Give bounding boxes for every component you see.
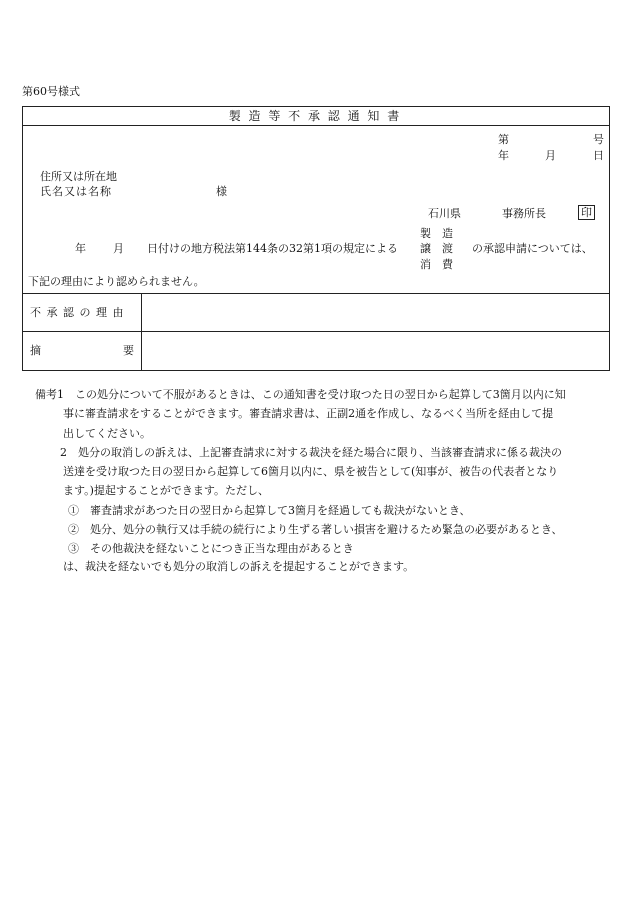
document-title: 製 造 等 不 承 認 通 知 書 — [228, 109, 402, 123]
note-2-item-2: ② 処分、処分の執行又は手続の続行により生ずる著しい損害を避けるため緊急の必要があるとき、 — [68, 523, 563, 536]
address-label: 住所又は所在地 — [40, 170, 117, 183]
note-2-item-1: ① 審査請求があつた日の翌日から起算して3箇月を経過しても裁決がないとき、 — [68, 504, 471, 517]
number-prefix: 第 — [498, 133, 509, 146]
note-2-closing: は、裁決を経ないでも処分の取消しの訴えを提起することができます。 — [63, 560, 415, 573]
body-year: 年 — [75, 242, 86, 255]
date-day: 日 — [593, 149, 604, 162]
issuer-office-chief: 事務所長 — [502, 207, 546, 220]
summary-label-right: 要 — [123, 344, 134, 357]
honorific: 様 — [216, 185, 227, 198]
label-column-divider — [141, 293, 142, 370]
issuer-prefecture: 石川県 — [428, 207, 461, 220]
row-divider — [22, 331, 610, 332]
date-month: 月 — [545, 149, 556, 162]
seal-box: 印 — [578, 205, 595, 220]
table-bottom-border — [22, 370, 610, 371]
note-1-line-3: 出してください。 — [63, 427, 151, 440]
note-2-item-3: ③ その他裁決を経ないことにつき正当な理由があるとき — [68, 542, 354, 555]
title-divider — [22, 125, 610, 126]
note-2-line-2: 送達を受け取つた日の翌日から起算して6箇月以内に、県を被告として(知事が、被告の代表者となり — [63, 465, 559, 478]
option-manufacture: 製 造 — [420, 227, 453, 240]
name-label: 氏名又は名称 — [40, 185, 112, 198]
body-month: 月 — [113, 242, 124, 255]
note-1-line-1: 備考1 この処分について不服があるときは、この通知書を受け取つた日の翌日から起算して3箇月以内に知 — [35, 388, 566, 401]
summary-label-left: 摘 — [30, 344, 41, 357]
note-2-line-3: ます。)提起することができます。ただし、 — [63, 484, 270, 497]
date-year: 年 — [498, 149, 509, 162]
body-law-text: 日付けの地方税法第144条の32第1項の規定による — [147, 242, 398, 255]
note-2-line-1: 2 処分の取消しの訴えは、上記審査請求に対する裁決を経た場合に限り、当該審査請求に係る裁決の — [60, 446, 562, 459]
form-number: 第60号様式 — [22, 85, 80, 98]
option-transfer: 譲 渡 — [420, 242, 453, 255]
number-suffix: 号 — [593, 133, 604, 146]
rejection-reason-label: 不 承 認 の 理 由 — [30, 306, 125, 319]
body-divider — [22, 293, 610, 294]
option-consumption: 消 費 — [420, 258, 453, 271]
note-1-line-2: 事に審査請求をすることができます。審査請求書は、正副2通を作成し、なるべく当所を経由して提 — [63, 407, 554, 420]
body-closing: 下記の理由により認められません。 — [28, 275, 205, 288]
table-top-border — [22, 106, 610, 107]
body-request-text: の承認申請については、 — [472, 242, 593, 255]
